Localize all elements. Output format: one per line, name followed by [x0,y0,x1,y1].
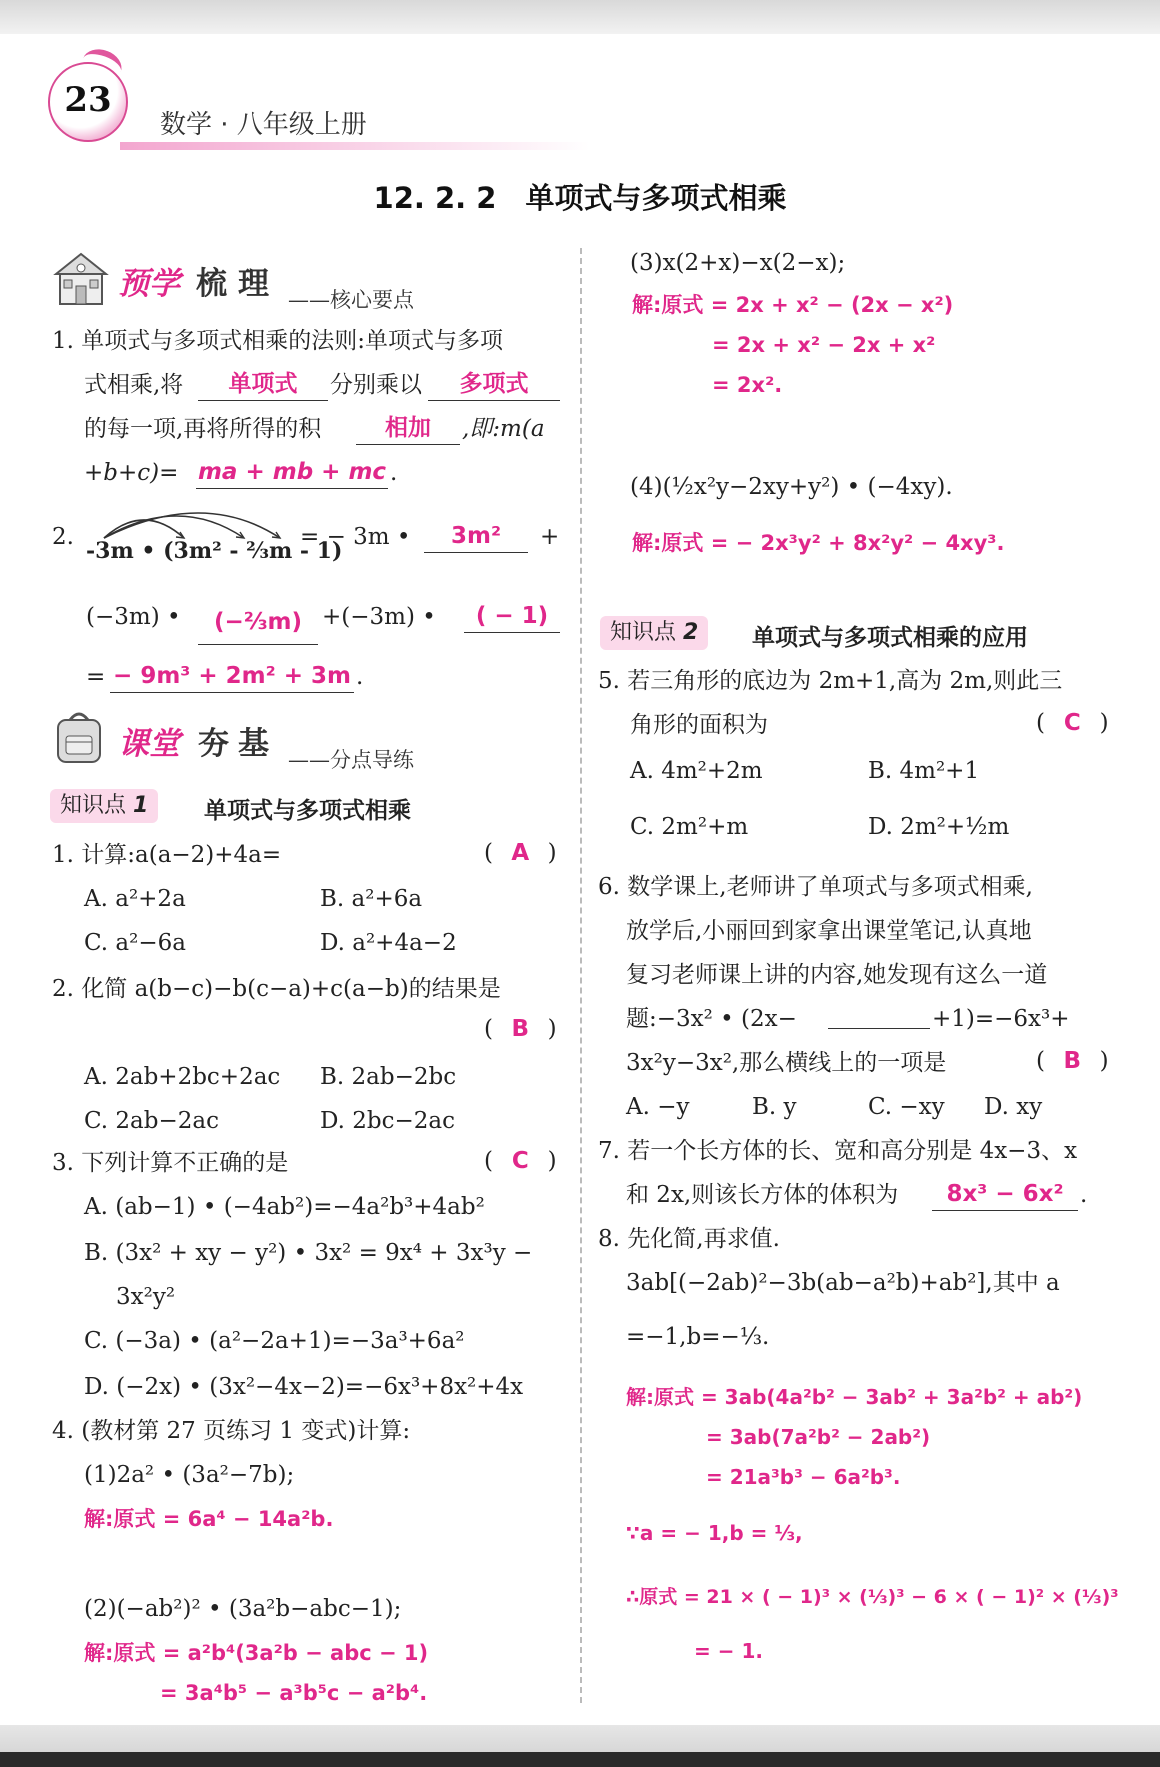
badge-label: 知识点 [60,793,127,818]
q6-line4b: +1)=−6x³+ [932,1006,1070,1032]
preview-q1-line4b: . [390,460,398,486]
q4-stem: 4. (教材第 27 页练习 1 变式)计算: [52,1418,411,1444]
q2-option-c: C. 2ab−2ac [84,1108,219,1134]
q1-option-c: C. a²−6a [84,930,186,956]
q4-part1: (1)2a² • (3a²−7b); [84,1462,295,1488]
q4-part2-solution2: = 3a⁴b⁵ − a³b⁵c − a²b⁴. [160,1681,428,1705]
q8-solution5: ∴原式 = 21 × ( − 1)³ × (⅓)³ − 6 × ( − 1)² × (⅓)³ [626,1586,1119,1608]
preview-q2-line3a: = [86,664,106,690]
preview-q2-blank4: − 9m³ + 2m² + 3m [110,662,354,693]
q2-option-d: D. 2bc−2ac [320,1108,455,1134]
preview-q2-num: 2. [52,524,74,550]
preview-q2-blank3: ( − 1) [464,602,560,633]
q2-answer-letter: B [511,1016,530,1042]
q1-answer: ( A ) [484,840,557,866]
q6-line1: 6. 数学课上,老师讲了单项式与多项式相乘, [598,874,1033,900]
q4-part2: (2)(−ab²)² • (3a²b−abc−1); [84,1596,402,1622]
q6-line2: 放学后,小丽回到家拿出课堂笔记,认真地 [626,918,1032,944]
section-name-c: 基 [238,726,269,762]
q6-option-d: D. xy [984,1094,1043,1120]
q8-solution6: = − 1. [694,1639,763,1663]
preview-q1-blank3: 相加 [356,414,460,445]
q2-option-b: B. 2ab−2bc [320,1064,457,1090]
q5-option-c: C. 2m²+m [630,814,749,840]
q8-solution1: 解:原式 = 3ab(4a²b² − 3ab² + 3a²b² + ab²) [626,1385,1083,1409]
q3-option-b2: 3x²y² [116,1284,176,1310]
page-number: 23 [64,80,112,120]
q5-option-a: A. 4m²+2m [630,758,763,784]
q6-answer-letter: B [1063,1048,1082,1074]
preview-q1-line4a: +b+c)= [84,460,179,486]
section-heading-class [118,718,458,774]
q5-line1: 5. 若三角形的底边为 2m+1,高为 2m,则此三 [598,668,1063,694]
backpack-icon [50,706,108,766]
preview-q1-line2a: 式相乘,将 [84,372,184,398]
q3-option-d: D. (−2x) • (3x²−4x−2)=−6x³+8x²+4x [84,1374,524,1400]
column-divider [580,248,582,1703]
knowledge-point-badge [600,616,708,650]
q6-option-b: B. y [752,1094,797,1120]
q1-option-b: B. a²+6a [320,886,423,912]
preview-q1-line3a: 的每一项,再将所得的积 [84,416,322,442]
q4-part4: (4)(½x²y−2xy+y²) • (−4xy). [630,474,953,500]
top-scan-band [0,0,1160,34]
q3-option-c: C. (−3a) • (a²−2a+1)=−3a³+6a² [84,1328,465,1354]
q8-solution4: ∵a = − 1,b = ⅓, [626,1521,803,1545]
q5-answer: ( C ) [1036,710,1109,736]
q2-stem: 2. 化简 a(b−c)−b(c−a)+c(a−b)的结果是 [52,976,501,1002]
q2-answer: ( B ) [484,1016,557,1042]
q5-option-b: B. 4m²+1 [868,758,980,784]
q6-answer: ( B ) [1036,1048,1109,1074]
q3-answer-letter: C [511,1148,529,1174]
section-heading-preview [118,258,458,314]
q8-solution3: = 21a³b³ − 6a²b³. [706,1465,901,1489]
q3-answer: ( C ) [484,1148,557,1174]
preview-q2-line2a: (−3m) • [86,604,181,630]
q7-line2b: . [1080,1182,1088,1208]
header-underline [120,142,590,150]
q7-line1: 7. 若一个长方体的长、宽和高分别是 4x−3、x [598,1138,1078,1164]
q8-line1: 8. 先化简,再求值. [598,1226,780,1252]
q1-option-a: A. a²+2a [84,886,186,912]
q3-option-a: A. (ab−1) • (−4ab²)=−4a²b³+4ab² [84,1194,485,1220]
q6-line3: 复习老师课上讲的内容,她发现有这么一道 [626,962,1048,988]
q5-line2: 角形的面积为 [630,712,768,738]
preview-q1-blank2: 多项式 [428,370,560,401]
preview-q1-blank4: ma + mb + mc [196,458,388,489]
page-title: 12. 2. 2 单项式与多项式相乘 [373,181,787,215]
q3-stem: 3. 下列计算不正确的是 [52,1150,289,1176]
bottom-dark-edge [0,1752,1160,1767]
section-subtitle: ——核心要点 [288,288,414,312]
q2-option-a: A. 2ab+2bc+2ac [84,1064,281,1090]
q6-option-c: C. −xy [868,1094,945,1120]
knowledge-point-badge [50,789,158,823]
preview-q2-eq1: = − 3m • [300,524,411,550]
preview-q2-line3b: . [356,664,364,690]
q1-stem: 1. 计算:a(a−2)+4a= [52,842,282,868]
q1-option-d: D. a²+4a−2 [320,930,457,956]
q6-line5: 3x²y−3x²,那么横线上的一项是 [626,1050,947,1076]
badge-number: 1 [133,793,149,818]
q4-part3-solution2: = 2x + x² − 2x + x² [712,333,936,357]
badge-label: 知识点 [610,620,677,645]
preview-q2-line2b: +(−3m) • [322,604,436,630]
q5-answer-letter: C [1063,710,1081,736]
badge-number: 2 [683,620,699,645]
q4-part3-solution1: 解:原式 = 2x + x² − (2x − x²) [632,293,954,317]
knowledge-point-title: 单项式与多项式相乘的应用 [752,625,1028,651]
preview-q1-line1: 1. 单项式与多项式相乘的法则:单项式与多项 [52,328,504,354]
preview-q2-blank1: 3m² [424,522,528,553]
q4-part1-solution: 解:原式 = 6a⁴ − 14a²b. [84,1507,334,1531]
preview-q2-plus: + [540,524,560,550]
school-building-icon [52,250,110,308]
q6-option-a: A. −y [626,1094,690,1120]
q7-blank: 8x³ − 6x² [932,1180,1078,1211]
q3-option-b1: B. (3x² + xy − y²) • 3x² = 9x⁴ + 3x³y − [84,1240,533,1266]
section-name-b: 夯 [198,726,229,762]
q1-answer-letter: A [511,840,530,866]
preview-q1-line3b: ,即:m(a [462,416,545,442]
subject-label: 数学 · 八年级上册 [160,110,367,140]
preview-q1-line2b: 分别乘以 [330,372,422,398]
q6-blank [828,1028,930,1029]
q8-line2: 3ab[(−2ab)²−3b(ab−a²b)+ab²],其中 a [626,1270,1060,1296]
q7-line2a: 和 2x,则该长方体的体积为 [626,1182,899,1208]
section-name-c: 理 [238,266,269,302]
section-name-a: 课堂 [118,726,180,762]
q4-part3-solution3: = 2x². [712,373,783,397]
q5-option-d: D. 2m²+½m [868,814,1010,840]
q4-part3: (3)x(2+x)−x(2−x); [630,250,846,276]
section-subtitle: ——分点导练 [288,748,414,772]
section-name-a: 预学 [118,266,180,302]
preview-q1-blank1: 单项式 [198,370,328,401]
preview-q2-blank2: (−⅔m) [198,600,318,645]
q6-line4a: 题:−3x² • (2x− [626,1006,797,1032]
q4-part2-solution1: 解:原式 = a²b⁴(3a²b − abc − 1) [84,1641,429,1665]
knowledge-point-title: 单项式与多项式相乘 [204,798,411,824]
q4-part4-solution: 解:原式 = − 2x³y² + 8x²y² − 4xy³. [632,531,1005,555]
section-name-b: 梳 [196,266,227,302]
preview-q2-expr: -3m • (3m² - ⅔m - 1) [86,538,343,564]
q8-solution2: = 3ab(7a²b² − 2ab²) [706,1425,931,1449]
q8-line3: =−1,b=−⅓. [626,1324,770,1350]
